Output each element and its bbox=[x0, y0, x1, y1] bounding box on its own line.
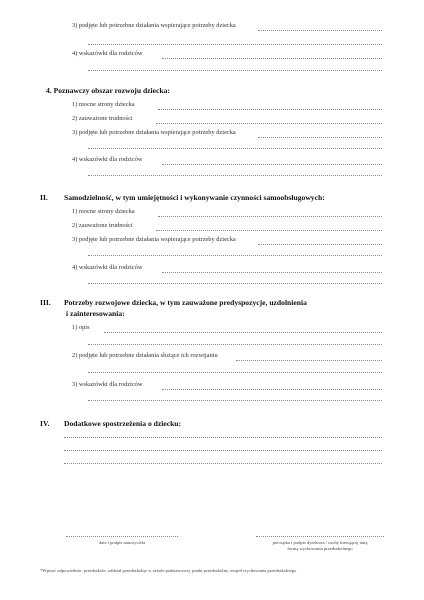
secIV-line-1[interactable] bbox=[64, 437, 382, 438]
sec3-item4-label: 4) wskazówki dla rodziców bbox=[72, 50, 143, 57]
sec3-item4-line-2[interactable] bbox=[88, 70, 382, 71]
teacher-signature-line[interactable] bbox=[66, 536, 178, 537]
secIII-item2-line-2[interactable] bbox=[88, 372, 382, 373]
sec4-item4-label: 4) wskazówki dla rodziców bbox=[72, 156, 143, 163]
secIII-item2-line[interactable] bbox=[236, 360, 382, 361]
sec4-item3-line[interactable] bbox=[258, 137, 382, 138]
sec4-item2-label: 2) zauważone trudności bbox=[72, 115, 133, 122]
secII-item2-label: 2) zauważone trudności bbox=[72, 222, 133, 229]
secII-item3-line-2[interactable] bbox=[88, 255, 382, 256]
secII-item4-line-2[interactable] bbox=[88, 283, 382, 284]
sec4-item2-line[interactable] bbox=[156, 123, 382, 124]
secIII-item3-line-2[interactable] bbox=[88, 400, 382, 401]
teacher-signature-caption: data i podpis nauczyciela bbox=[98, 540, 146, 545]
secII-item1-label: 1) mocne strony dziecka bbox=[72, 208, 135, 215]
secII-item1-line[interactable] bbox=[158, 216, 382, 217]
secIII-title-line2: i zainteresowania: bbox=[66, 309, 125, 318]
secIII-item3-line[interactable] bbox=[162, 389, 382, 390]
secII-item3-line[interactable] bbox=[258, 244, 382, 245]
sec4-item1-line[interactable] bbox=[158, 109, 382, 110]
secIII-title-line1: Potrzeby rozwojowe dziecka, w tym zauważone predyspozycje, uzdolnienia bbox=[64, 298, 307, 307]
sec3-item3-label: 3) podjęte lub potrzebne działania wspierające potrzeby dziecka bbox=[72, 22, 236, 29]
secII-item4-label: 4) wskazówki dla rodziców bbox=[72, 264, 143, 271]
sec3-item3-line-2[interactable] bbox=[88, 44, 382, 45]
secII-item3-label: 3) podjęte lub potrzebne działania wspierające potrzeby dziecka bbox=[72, 236, 236, 243]
director-signature-caption-line1: pieczątka i podpis dyrektora / osoby kierującej inną bbox=[272, 540, 368, 545]
secIV-number: IV. bbox=[40, 419, 50, 428]
secIV-title: Dodatkowe spostrzeżenia o dziecku: bbox=[64, 419, 182, 428]
sec3-item4-line[interactable] bbox=[162, 58, 382, 59]
secIII-number: III. bbox=[40, 298, 51, 307]
secII-number: II. bbox=[40, 193, 48, 202]
director-signature-line[interactable] bbox=[256, 536, 384, 537]
secIII-item1-label: 1) opis bbox=[72, 324, 90, 331]
secIV-line-2[interactable] bbox=[64, 450, 382, 451]
sec4-item3-label: 3) podjęte lub potrzebne działania wspierające potrzeby dziecka bbox=[72, 129, 236, 136]
footnote: *Wpisać odpowiednio: przedszkole, oddział przedszkolny w szkole podstawowej, punkt przedszkolny, zespół wychowania przedszkolnego bbox=[40, 568, 297, 573]
director-signature-caption-line2: formą wychowania przedszkolnego bbox=[287, 546, 353, 551]
secIII-item2-label: 2) podjęte lub potrzebne działania służące ich rozwijaniu bbox=[72, 352, 218, 359]
sec4-item3-line-2[interactable] bbox=[88, 148, 382, 149]
sec3-item3-line[interactable] bbox=[258, 30, 382, 31]
secIV-line-3[interactable] bbox=[64, 463, 382, 464]
secIII-item1-line[interactable] bbox=[104, 332, 382, 333]
sec4-item1-label: 1) mocne strony dziecka bbox=[72, 101, 135, 108]
sec4-item4-line[interactable] bbox=[162, 164, 382, 165]
secIII-item3-label: 3) wskazówki dla rodziców bbox=[72, 381, 143, 388]
sec4-item4-line-2[interactable] bbox=[88, 175, 382, 176]
sec4-title: 4. Poznawczy obszar rozwoju dziecka: bbox=[46, 86, 170, 95]
secII-item4-line[interactable] bbox=[162, 272, 382, 273]
secII-title: Samodzielność, w tym umiejętności i wykonywanie czynności samoobsługowych: bbox=[64, 193, 325, 202]
secIII-item1-line-2[interactable] bbox=[88, 344, 382, 345]
secII-item2-line[interactable] bbox=[156, 230, 382, 231]
